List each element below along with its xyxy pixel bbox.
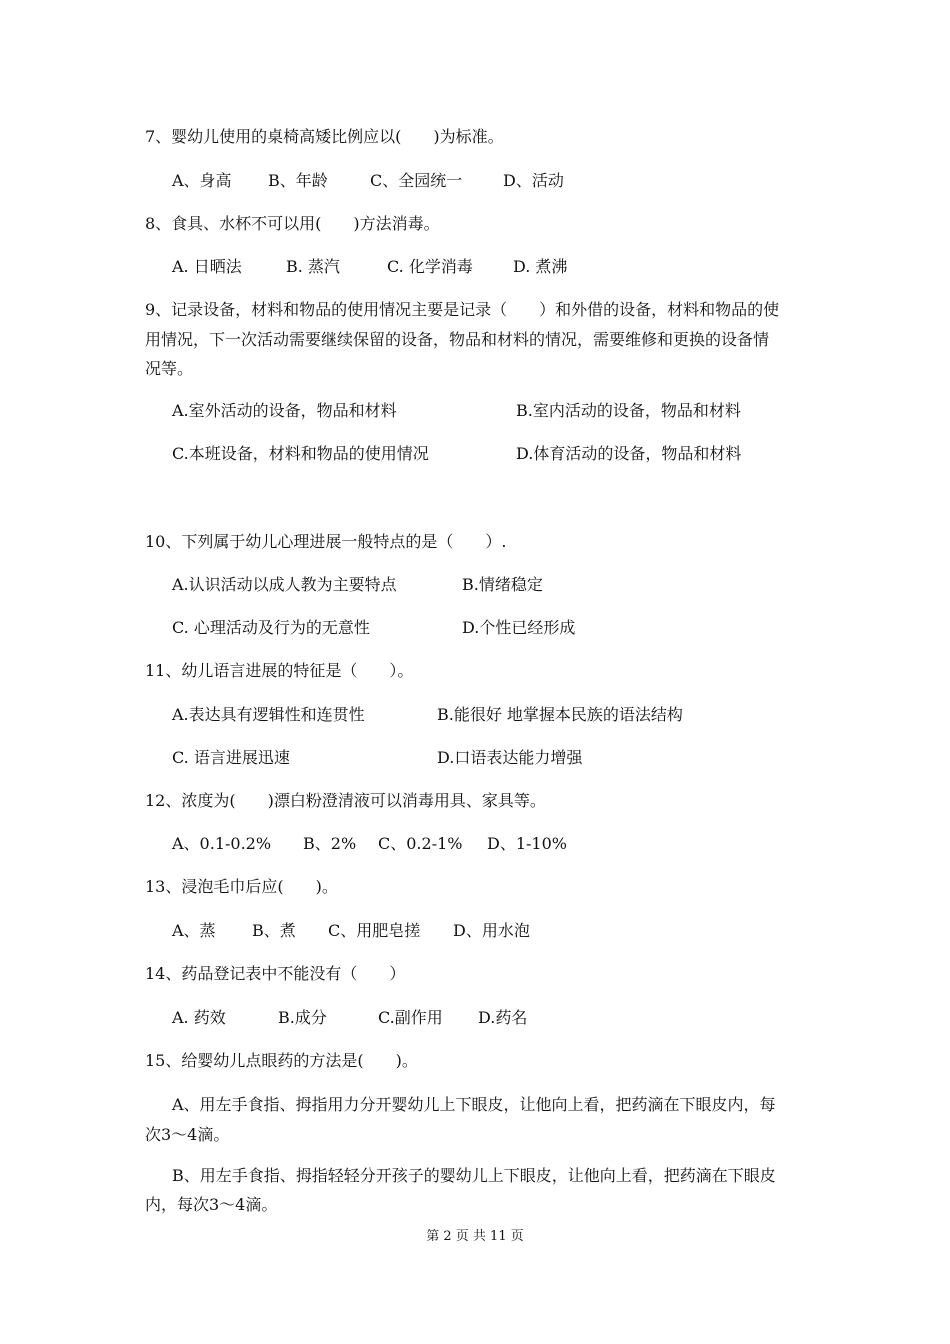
q8-option-d: D. 煮沸: [513, 257, 568, 276]
q13-option-a: A、蒸: [172, 921, 216, 940]
question-7-stem: 7、婴幼儿使用的桌椅高矮比例应以( )为标准。: [145, 127, 504, 146]
q11-option-c: C. 语言进展迅速: [172, 748, 290, 767]
q10-option-a: A.认识活动以成人教为主要特点: [172, 575, 397, 594]
question-10-stem: 10、下列属于幼儿心理进展一般特点的是（ ）.: [145, 532, 507, 551]
q15-option-b-line2: 内，每次3～4滴。: [145, 1195, 278, 1214]
question-14-stem: 14、药品登记表中不能没有（ ）: [145, 964, 406, 983]
question-11-stem: 11、幼儿语言进展的特征是（ ）。: [145, 661, 414, 680]
q11-option-b: B.能很好 地掌握本民族的语法结构: [437, 705, 683, 724]
question-9-stem-line1: 9、记录设备，材料和物品的使用情况主要是记录（ ）和外借的设备，材料和物品的使: [145, 300, 780, 319]
q12-option-b: B、2%: [303, 834, 357, 853]
q7-option-a: A、身高: [172, 171, 232, 190]
q10-option-c: C. 心理活动及行为的无意性: [172, 618, 370, 637]
q14-option-a: A. 药效: [172, 1008, 226, 1027]
question-12-stem: 12、浓度为( )漂白粉澄清液可以消毒用具、家具等。: [145, 791, 546, 810]
q7-option-c: C、全园统一: [370, 171, 463, 190]
q12-option-a: A、0.1-0.2%: [172, 834, 272, 853]
q13-option-c: C、用肥皂搓: [328, 921, 421, 940]
q7-option-d: D、活动: [503, 171, 564, 190]
page-footer: 第 2 页 共 11 页: [426, 1229, 524, 1244]
q12-option-c: C、0.2-1%: [378, 834, 463, 853]
q8-option-a: A. 日晒法: [172, 257, 242, 276]
q14-option-d: D.药名: [478, 1008, 528, 1027]
q13-option-b: B、煮: [252, 921, 296, 940]
q13-option-d: D、用水泡: [453, 921, 530, 940]
q12-option-d: D、1-10%: [487, 834, 567, 853]
q15-option-a-line2: 次3～4滴。: [145, 1125, 230, 1144]
q9-option-a: A.室外活动的设备，物品和材料: [172, 401, 397, 420]
question-15-stem: 15、给婴幼儿点眼药的方法是( )。: [145, 1051, 418, 1070]
q10-option-b: B.情绪稳定: [462, 575, 543, 594]
q11-option-d: D.口语表达能力增强: [437, 748, 583, 767]
q14-option-b: B.成分: [278, 1008, 327, 1027]
question-9-stem-line3: 况等。: [145, 359, 194, 378]
q15-option-b-line1: B、用左手食指、拇指轻轻分开孩子的婴幼儿上下眼皮，让他向上看，把药滴在下眼皮: [172, 1166, 776, 1185]
question-13-stem: 13、浸泡毛巾后应( )。: [145, 877, 338, 896]
question-9-stem-line2: 用情况，下一次活动需要继续保留的设备，物品和材料的情况，需要维修和更换的设备情: [145, 330, 770, 349]
q9-option-c: C.本班设备，材料和物品的使用情况: [172, 444, 429, 463]
q8-option-b: B. 蒸汽: [286, 257, 340, 276]
q9-option-b: B.室内活动的设备，物品和材料: [516, 401, 741, 420]
q7-option-b: B、年龄: [268, 171, 328, 190]
q10-option-d: D.个性已经形成: [462, 618, 576, 637]
q8-option-c: C. 化学消毒: [387, 257, 473, 276]
q9-option-d: D.体育活动的设备，物品和材料: [516, 444, 742, 463]
q15-option-a-line1: A、用左手食指、拇指用力分开婴幼儿上下眼皮，让他向上看，把药滴在下眼皮内，每: [172, 1095, 776, 1114]
question-8-stem: 8、食具、水杯不可以用( )方法消毒。: [145, 214, 440, 233]
q11-option-a: A.表达具有逻辑性和连贯性: [172, 705, 365, 724]
q14-option-c: C.副作用: [378, 1008, 443, 1027]
